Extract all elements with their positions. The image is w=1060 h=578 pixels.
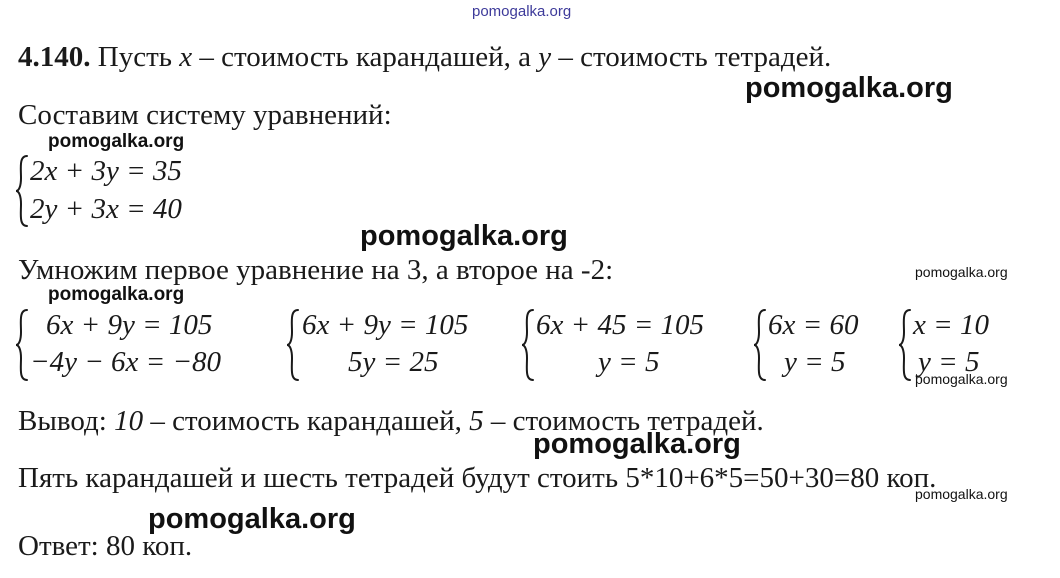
conclusion-value1: 10: [114, 405, 144, 437]
brace-system3: [285, 308, 301, 382]
system6-eq2: y = 5: [918, 346, 980, 378]
problem-text-3: – стоимость тетрадей.: [551, 41, 832, 73]
system1-eq1: 2x + 3y = 35: [30, 155, 182, 187]
watermark-2: pomogalka.org: [48, 131, 185, 152]
answer: Ответ: 80 коп.: [18, 530, 193, 562]
system4-eq1: 6x + 45 = 105: [536, 309, 705, 341]
var-y: y: [538, 41, 552, 73]
watermark-top: pomogalka.org: [472, 3, 572, 20]
watermark-7: pomogalka.org: [533, 428, 741, 460]
conclusion-label: Вывод:: [18, 405, 107, 437]
brace-system2: [14, 308, 30, 382]
problem-number: 4.140.: [18, 41, 91, 73]
system3-eq1: 6x + 9y = 105: [302, 309, 469, 341]
conclusion-value2: 5: [469, 405, 484, 437]
watermark-4: pomogalka.org: [915, 264, 1008, 280]
system5-eq1: 6x = 60: [768, 309, 859, 341]
watermark-9: pomogalka.org: [148, 503, 356, 535]
system1-eq2: 2y + 3x = 40: [30, 193, 182, 225]
watermark-8: pomogalka.org: [915, 486, 1008, 502]
problem-text-1: Пусть: [97, 41, 180, 73]
watermark-6: pomogalka.org: [915, 371, 1008, 387]
conclusion-text1: – стоимость карандашей,: [143, 405, 470, 437]
problem-text-2: – стоимость карандашей, а: [192, 41, 539, 73]
system2-eq1: 6x + 9y = 105: [46, 309, 213, 341]
conclusion-text2: – стоимость тетрадей.: [483, 405, 764, 437]
brace-system6: [897, 308, 913, 382]
watermark-3: pomogalka.org: [360, 220, 568, 252]
calculation: Пять карандашей и шесть тетрадей будут стоить 5*10+6*5=50+30=80 коп.: [18, 462, 937, 494]
brace-system4: [520, 308, 536, 382]
problem-statement: [18, 40, 831, 74]
system2-eq2: −4y − 6x = −80: [30, 346, 222, 378]
brace-system5: [752, 308, 768, 382]
watermark-1: pomogalka.org: [745, 72, 953, 104]
conclusion: [18, 404, 764, 438]
multiply-text: Умножим первое уравнение на 3, а второе на -2:: [18, 254, 614, 286]
system4-eq2: y = 5: [598, 346, 660, 378]
system3-eq2: 5y = 25: [348, 346, 439, 378]
system5-eq2: y = 5: [784, 346, 846, 378]
var-x: x: [179, 41, 193, 73]
system-intro: Составим систему уравнений:: [18, 99, 392, 131]
watermark-5: pomogalka.org: [48, 284, 185, 305]
system6-eq1: x = 10: [913, 309, 989, 341]
brace-system1: [14, 154, 30, 228]
